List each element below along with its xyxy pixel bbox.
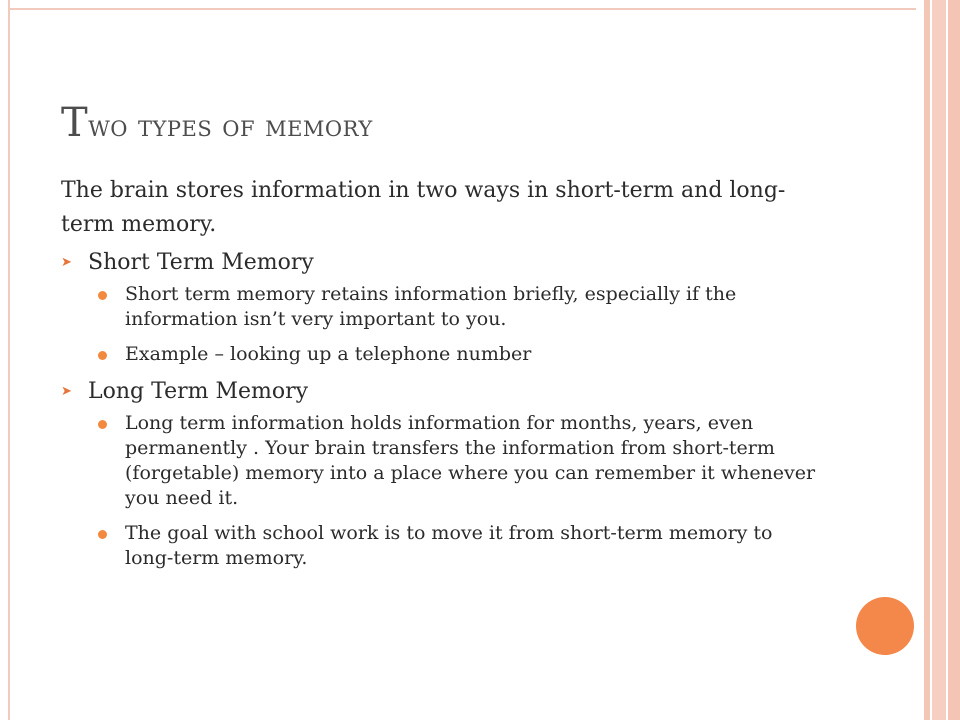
stripe	[916, 0, 924, 720]
stripe	[948, 0, 960, 720]
list-item	[98, 411, 821, 511]
dot-bullet-icon	[98, 282, 125, 307]
section-heading-text: Long Term Memory	[88, 379, 309, 404]
arrowhead-icon: ➤	[61, 384, 72, 399]
arrowhead-icon: ➤	[61, 255, 72, 270]
list-item-text: Short term memory retains information briefly, especially if the information isn’t very important to you.	[125, 283, 737, 330]
slide-body	[61, 174, 821, 581]
intro-paragraph: The brain stores information in two ways in short-term and long-term memory.	[61, 178, 786, 237]
right-decorative-stripes	[916, 0, 960, 720]
orange-circle-decoration	[856, 597, 914, 655]
frame-left-line	[8, 0, 10, 720]
list-item	[98, 342, 821, 367]
list-item-text: The goal with school work is to move it from short-term memory to long-term memory.	[125, 522, 773, 569]
list-item	[98, 282, 821, 332]
section-heading-short-term	[61, 248, 821, 278]
list-item-text: Example – looking up a telephone number	[125, 343, 532, 365]
title-first-letter: T	[61, 100, 89, 146]
dot-bullet-icon	[98, 342, 125, 367]
dot-bullet-icon	[98, 411, 125, 436]
section-heading-text: Short Term Memory	[88, 250, 314, 275]
section-heading-long-term	[61, 377, 821, 407]
slide-title	[61, 100, 373, 146]
list-item	[98, 521, 821, 571]
frame-top-line	[8, 8, 920, 10]
dot-bullet-icon	[98, 521, 125, 546]
list-item-text: Long term information holds information for months, years, even permanently . Your brain transfers the information from short-term (forgetable) memory into a place where you can remember it whenever you need it.	[125, 412, 816, 509]
title-rest: wo types of memory	[88, 109, 373, 144]
stripe	[932, 0, 946, 720]
